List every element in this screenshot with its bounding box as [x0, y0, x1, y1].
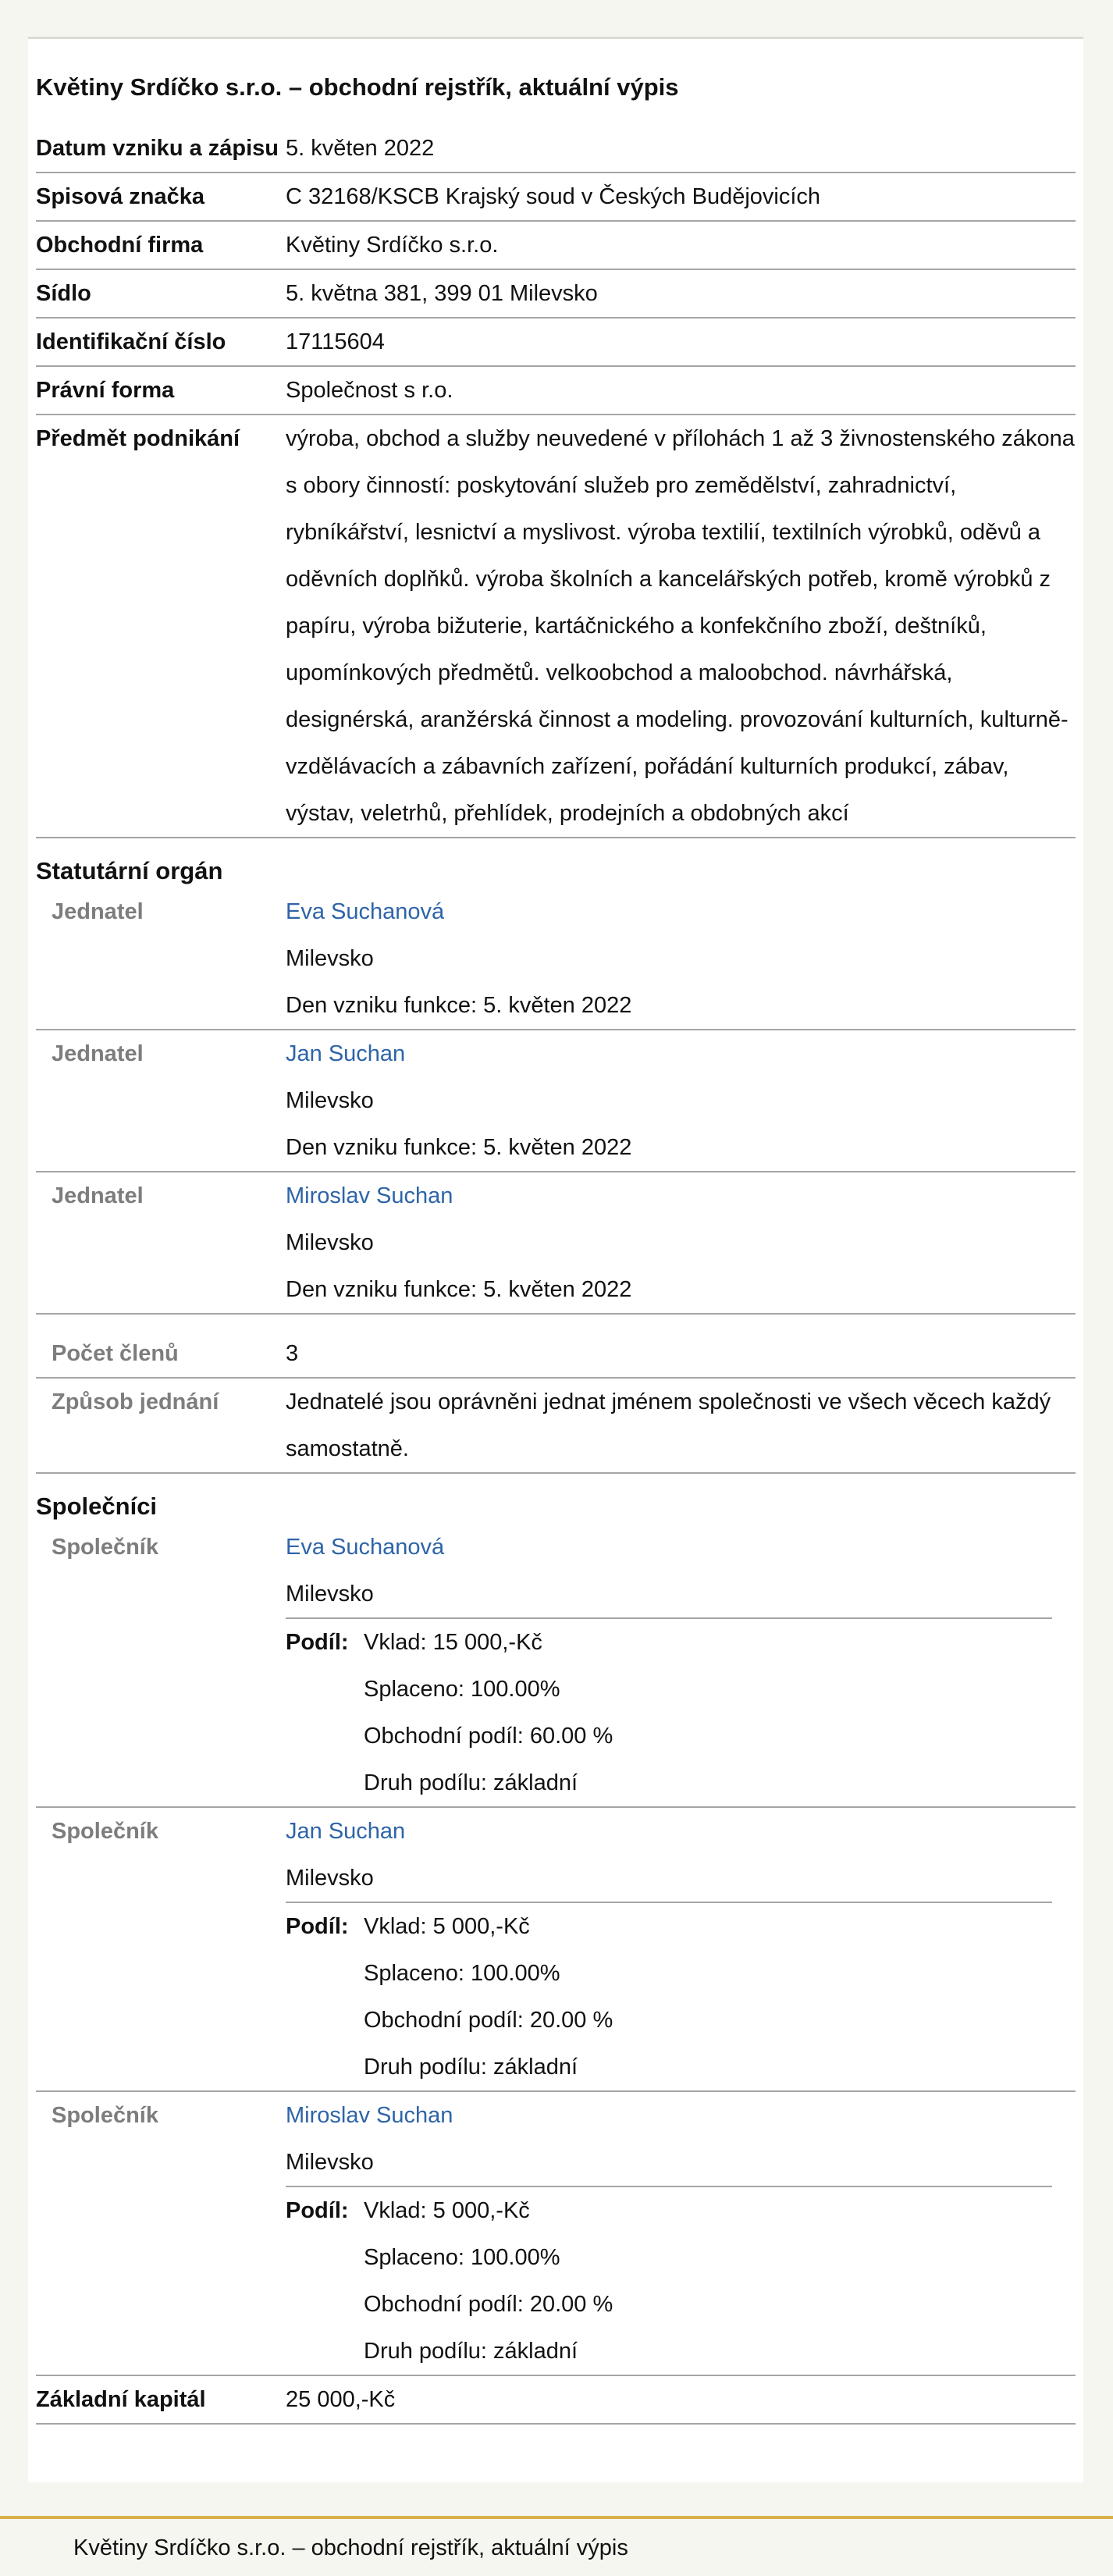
partner-share: [286, 1617, 1052, 1806]
share-key: Podíl:: [286, 1914, 349, 1939]
partner-name-link[interactable]: Miroslav Suchan: [286, 2103, 453, 2128]
row-id-number: [36, 318, 1076, 367]
member-role: Jednatel: [52, 1183, 144, 1208]
row-value: Společnost s r.o.: [286, 378, 453, 403]
statutory-member: [36, 1030, 1076, 1172]
row-value: 17115604: [286, 329, 385, 354]
row-label: Spisová značka: [36, 184, 204, 209]
share-percent: Obchodní podíl: 20.00 %: [364, 2008, 613, 2033]
footer-text: Květiny Srdíčko s.r.o. – obchodní rejstřík, aktuální výpis: [73, 2535, 628, 2560]
share-paid: Splaceno: 100.00%: [364, 2245, 560, 2270]
row-founded: [36, 125, 1076, 173]
row-value: výroba, obchod a služby neuvedené v přílohách 1 až 3 živnostenského zákona s obory činností: poskytování služeb pro zemědělství, zahradnictví, rybníkářství, lesnictví a myslivost. výroba textilií, textilních výrobků, oděvů a oděvních doplňků. výroba školních a kancelářských potřeb, kromě výrobků z papíru, výroba bižuterie, kartáčnického a konfekčního zboží, deštníků, upomínkových předmětů. velkoobchod a maloobchod. návrhářská, designérská, aranžérská činnost a modeling. provozování kulturních, kulturně-vzdělávacích a zábavních zařízení, pořádání kulturních produkcí, zábav, výstav, veletrhů, přehlídek, prodejních a obdobných akcí: [286, 426, 1075, 826]
share-percent: Obchodní podíl: 60.00 %: [364, 1724, 613, 1749]
section-partners-heading: Společníci: [36, 1493, 158, 1520]
share-type: Druh podílu: základní: [364, 1770, 578, 1795]
member-role: Jednatel: [52, 1041, 144, 1066]
partner-name-link[interactable]: Eva Suchanová: [286, 1535, 445, 1560]
row-value: 5. května 381, 399 01 Milevsko: [286, 281, 598, 306]
share-paid: Splaceno: 100.00%: [364, 1677, 560, 1702]
row-label: Počet členů: [52, 1341, 179, 1366]
member-since: Den vzniku funkce: 5. květen 2022: [286, 1135, 632, 1160]
row-label: Předmět podnikání: [36, 426, 240, 451]
partner-item: [36, 2092, 1076, 2376]
member-city: Milevsko: [286, 1230, 374, 1255]
share-deposit: Vklad: 5 000,-Kč: [364, 1914, 530, 1939]
row-label: Sídlo: [36, 281, 91, 306]
share-deposit: Vklad: 15 000,-Kč: [364, 1630, 542, 1655]
row-member-count: [36, 1315, 1076, 1379]
partner-share: [286, 1902, 1052, 2090]
statutory-member: [36, 888, 1076, 1030]
share-deposit: Vklad: 5 000,-Kč: [364, 2198, 530, 2223]
member-city: Milevsko: [286, 1088, 374, 1113]
section-statutory-heading: Statutární orgán: [36, 857, 223, 884]
register-content: [36, 39, 1076, 2425]
row-label: Obchodní firma: [36, 233, 204, 258]
partner-item: [36, 1808, 1076, 2092]
row-company-name: [36, 222, 1076, 270]
member-name-link[interactable]: Miroslav Suchan: [286, 1183, 453, 1208]
row-value: Květiny Srdíčko s.r.o.: [286, 233, 499, 258]
row-legal-form: [36, 367, 1076, 415]
partner-role: Společník: [52, 1819, 158, 1844]
row-seat: [36, 270, 1076, 318]
member-since: Den vzniku funkce: 5. květen 2022: [286, 1277, 632, 1302]
member-city: Milevsko: [286, 946, 374, 971]
row-value: 3: [286, 1341, 299, 1366]
row-label: Identifikační číslo: [36, 329, 226, 354]
partner-city: Milevsko: [286, 1582, 374, 1606]
partner-share: [286, 2186, 1052, 2375]
share-type: Druh podílu: základní: [364, 2055, 578, 2080]
footer-divider: [0, 2516, 1113, 2519]
row-acting-method: [36, 1379, 1076, 1474]
row-value: 25 000,-Kč: [286, 2387, 396, 2412]
share-type: Druh podílu: základní: [364, 2339, 578, 2364]
register-card: [28, 39, 1083, 2482]
row-label: Základní kapitál: [36, 2387, 206, 2412]
share-key: Podíl:: [286, 1630, 349, 1655]
share-paid: Splaceno: 100.00%: [364, 1961, 560, 1986]
member-role: Jednatel: [52, 899, 144, 924]
row-label: Datum vzniku a zápisu: [36, 136, 279, 161]
row-label: Způsob jednání: [52, 1389, 219, 1414]
row-label: Právní forma: [36, 378, 175, 403]
row-business-scope: [36, 415, 1076, 838]
row-file-number: [36, 173, 1076, 222]
page-title: Květiny Srdíčko s.r.o. – obchodní rejstřík, aktuální výpis: [36, 73, 679, 101]
member-since: Den vzniku funkce: 5. květen 2022: [286, 993, 632, 1018]
partner-role: Společník: [52, 1535, 158, 1560]
share-key: Podíl:: [286, 2198, 349, 2223]
row-value: Jednatelé jsou oprávněni jednat jménem společnosti ve všech věcech každý samostatně.: [286, 1389, 1051, 1461]
share-percent: Obchodní podíl: 20.00 %: [364, 2292, 613, 2317]
partner-role: Společník: [52, 2103, 158, 2128]
row-capital: [36, 2376, 1076, 2425]
member-name-link[interactable]: Eva Suchanová: [286, 899, 445, 924]
member-name-link[interactable]: Jan Suchan: [286, 1041, 406, 1066]
row-value: 5. květen 2022: [286, 136, 435, 161]
partner-city: Milevsko: [286, 1866, 374, 1891]
row-value: C 32168/KSCB Krajský soud v Českých Budějovicích: [286, 184, 821, 209]
statutory-member: [36, 1172, 1076, 1315]
partner-item: [36, 1524, 1076, 1808]
partner-name-link[interactable]: Jan Suchan: [286, 1819, 406, 1844]
partner-city: Milevsko: [286, 2150, 374, 2175]
